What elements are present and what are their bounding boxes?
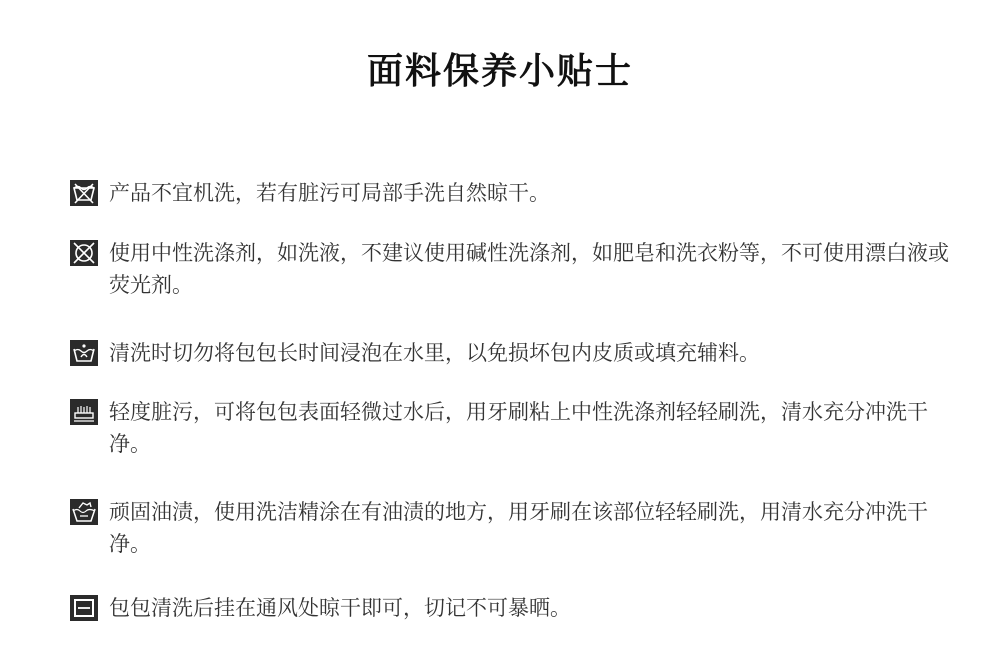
tip-item-oil-stain xyxy=(70,496,950,560)
tip-item-dry xyxy=(70,592,950,624)
no-bleach-icon xyxy=(70,240,98,266)
tip-item-light-stain xyxy=(70,396,950,460)
tip-item-detergent xyxy=(70,237,950,301)
tip-text: 轻度脏污，可将包包表面轻微过水后，用牙刷粘上中性洗涤剂轻轻刷洗，清水充分冲洗干净。 xyxy=(109,400,928,456)
tip-text: 包包清洗后挂在通风处晾干即可，切记不可暴晒。 xyxy=(109,596,571,620)
tip-text: 顽固油渍，使用洗洁精涂在有油渍的地方，用牙刷在该部位轻轻刷洗，用清水充分冲洗干净。 xyxy=(109,500,928,556)
dry-flat-icon xyxy=(70,595,98,621)
no-machine-wash-icon xyxy=(70,180,98,206)
tip-text: 清洗时切勿将包包长时间浸泡在水里，以免损坏包内皮质或填充辅料。 xyxy=(109,341,760,365)
tip-text: 使用中性洗涤剂，如洗液，不建议使用碱性洗涤剂，如肥皂和洗衣粉等，不可使用漂白液或荧光剂。 xyxy=(109,241,949,297)
tip-text: 产品不宜机洗，若有脏污可局部手洗自然晾干。 xyxy=(109,181,550,205)
tip-item-soak xyxy=(70,337,950,369)
page-title: 面料保养小贴士 xyxy=(366,51,633,92)
tip-item-machine-wash xyxy=(70,177,950,209)
no-soak-icon xyxy=(70,340,98,366)
brush-icon xyxy=(70,399,98,425)
hand-wash-icon xyxy=(70,499,98,525)
